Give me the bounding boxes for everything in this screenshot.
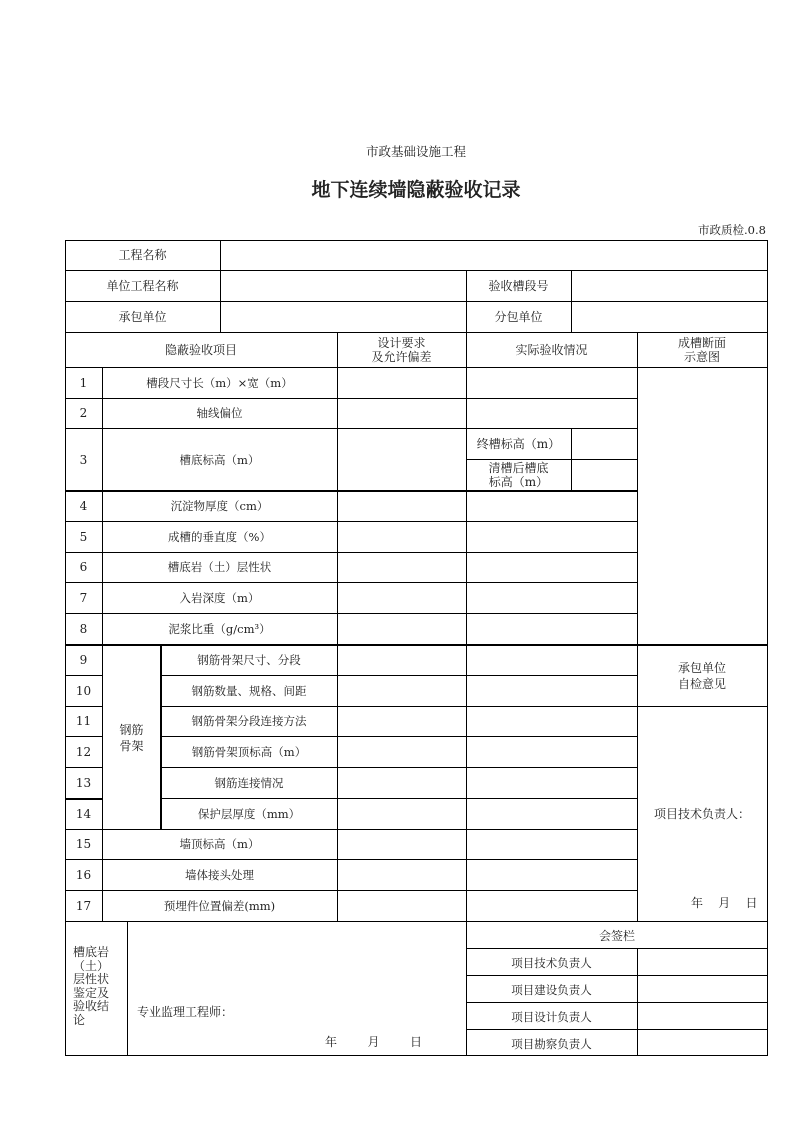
row-label: 墙体接头处理 bbox=[185, 868, 254, 882]
conclusion-line3: 层性状 bbox=[73, 972, 110, 986]
col-header-design-line2: 及允许偏差 bbox=[371, 350, 432, 364]
conclusion-line2: （土） bbox=[73, 958, 110, 973]
row-label: 钢筋连接情况 bbox=[214, 776, 284, 790]
col-header-diagram bbox=[637, 336, 767, 364]
row-number: 10 bbox=[75, 684, 92, 698]
rebar-cage-group-label bbox=[103, 722, 160, 754]
col-header-design bbox=[337, 336, 466, 364]
row-label: 泥浆比重（g/cm³） bbox=[168, 622, 271, 636]
row-number: 6 bbox=[79, 560, 88, 574]
signoff-item: 项目设计负责人 bbox=[511, 1010, 592, 1024]
conclusion-line1: 槽底岩 bbox=[73, 945, 110, 959]
row-label: 钢筋骨架分段连接方法 bbox=[191, 714, 307, 728]
row-number: 2 bbox=[79, 406, 88, 420]
row-number: 5 bbox=[79, 530, 88, 544]
row-number: 17 bbox=[75, 899, 92, 913]
tech-lead-label: 项目技术负责人： bbox=[654, 807, 751, 821]
row-number: 12 bbox=[75, 745, 92, 759]
signoff-title: 会签栏 bbox=[598, 929, 635, 943]
row-number: 11 bbox=[75, 714, 92, 728]
cleaned-bottom-elevation-line1: 清槽后槽底 bbox=[488, 461, 549, 475]
right-panel-date: 年 月 日 bbox=[691, 896, 758, 910]
signoff-item: 项目建设负责人 bbox=[511, 983, 592, 997]
self-check-opinion-label bbox=[637, 660, 767, 692]
row-number: 3 bbox=[79, 453, 88, 467]
supervisor-date: 年 月 日 bbox=[325, 1035, 423, 1049]
row-label: 钢筋骨架尺寸、分段 bbox=[197, 653, 301, 667]
row-label: 轴线偏位 bbox=[196, 406, 243, 420]
col-header-diagram-line1: 成槽断面 bbox=[677, 336, 726, 350]
rebar-cage-line1: 钢筋 bbox=[119, 723, 144, 737]
cleaned-bottom-elevation-label bbox=[466, 461, 571, 489]
signoff-item: 项目技术负责人 bbox=[511, 956, 592, 970]
row-label: 槽底标高（m） bbox=[179, 453, 260, 467]
signoff-item: 项目勘察负责人 bbox=[511, 1037, 592, 1051]
page-subtitle: 市政基础设施工程 bbox=[365, 144, 466, 159]
row-label: 保护层厚度（mm） bbox=[197, 807, 301, 821]
row-label: 成槽的垂直度（%） bbox=[168, 530, 271, 544]
row-number: 1 bbox=[79, 376, 88, 390]
col-header-diagram-line2: 示意图 bbox=[683, 350, 720, 364]
row-label: 槽段尺寸长（m）×宽（m） bbox=[146, 376, 293, 390]
page-title: 地下连续墙隐蔽验收记录 bbox=[311, 179, 521, 201]
project-name-label: 工程名称 bbox=[118, 248, 167, 262]
rebar-cage-line2: 骨架 bbox=[119, 739, 144, 753]
row-number: 16 bbox=[75, 868, 92, 882]
row-label: 沉淀物厚度（cm） bbox=[170, 499, 269, 513]
row-label: 预埋件位置偏差(mm) bbox=[163, 899, 276, 913]
col-header-actual: 实际验收情况 bbox=[515, 343, 588, 357]
row-label: 钢筋数量、规格、间距 bbox=[191, 684, 307, 698]
col-header-item: 隐蔽验收项目 bbox=[164, 343, 237, 357]
self-check-line1: 承包单位 bbox=[677, 661, 726, 675]
row-number: 4 bbox=[79, 499, 88, 513]
conclusion-label bbox=[73, 946, 109, 1027]
col-header-design-line1: 设计要求 bbox=[377, 336, 426, 350]
row-number: 7 bbox=[79, 591, 88, 605]
trench-section-label: 验收槽段号 bbox=[488, 279, 549, 293]
cleaned-bottom-elevation-line2: 标高（m） bbox=[488, 475, 549, 489]
row-number: 13 bbox=[75, 776, 92, 790]
row-label: 钢筋骨架顶标高（m） bbox=[191, 745, 307, 759]
row-label: 墙顶标高（m） bbox=[179, 837, 260, 851]
contractor-label: 承包单位 bbox=[118, 310, 167, 324]
subcontractor-label: 分包单位 bbox=[494, 310, 543, 324]
self-check-line2: 自检意见 bbox=[677, 677, 726, 691]
supervisor-label: 专业监理工程师： bbox=[137, 1005, 234, 1019]
conclusion-line4: 鉴定及 bbox=[73, 985, 110, 1000]
row-label: 槽底岩（土）层性状 bbox=[167, 560, 272, 574]
final-elevation-label: 终槽标高（m） bbox=[476, 437, 561, 451]
unit-project-label: 单位工程名称 bbox=[106, 279, 179, 293]
conclusion-line6: 论 bbox=[73, 1012, 86, 1027]
row-number: 8 bbox=[79, 622, 88, 636]
row-number: 9 bbox=[79, 653, 88, 667]
row-label: 入岩深度（m） bbox=[179, 591, 260, 605]
row-number: 15 bbox=[75, 837, 92, 851]
form-code: 市政质检.0.8 bbox=[698, 223, 766, 237]
conclusion-line5: 验收结 bbox=[73, 999, 110, 1013]
row-number: 14 bbox=[75, 807, 92, 821]
